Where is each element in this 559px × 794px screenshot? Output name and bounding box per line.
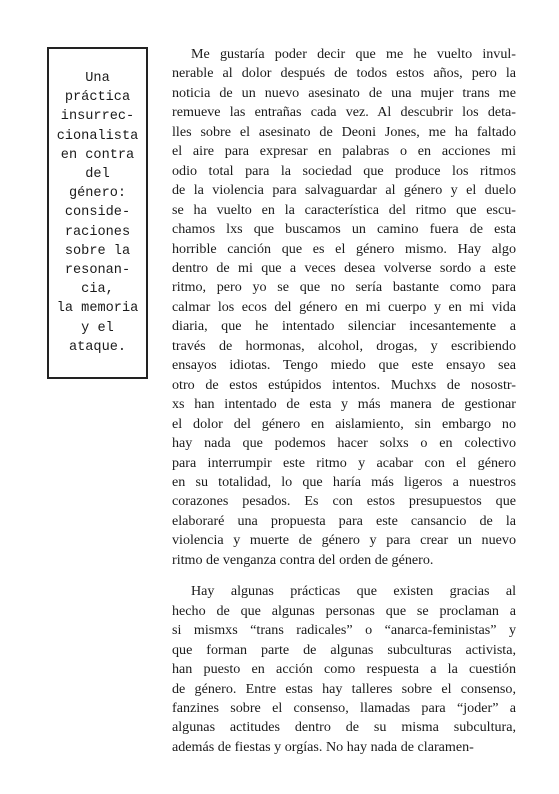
title-line: cionalista (56, 128, 139, 144)
title-line: del (85, 167, 110, 183)
text-line: para interrumpir este ritmo y acabar con el género (172, 454, 516, 471)
title-line: en contra (60, 147, 135, 163)
text-line: diaria, que he intentado silenciar incesantemente a (172, 318, 516, 335)
text-line: corazones pesados. Es con estos presupuestos que (172, 493, 516, 510)
text-line: remueve las entrañas cada vez. Al descubrir los deta- (172, 104, 516, 121)
text-line: xs han intentado de esta y más manera de gestionar (172, 396, 516, 413)
title-line: práctica (64, 90, 131, 106)
text-line: Me gustaría poder decir que me he vuelto invul- (191, 46, 516, 62)
title-line: y el (81, 320, 114, 336)
title-line: resonan- (64, 263, 131, 279)
title-line: ataque. (68, 339, 127, 355)
text-line: chamos lxs que buscamos un camino fuera de esta (172, 221, 516, 238)
text-line: lles sobre el asesinato de Deoni Jones, me ha faltado (172, 123, 516, 140)
title-line: Una (85, 71, 110, 86)
text-line: fanzines sobre el consenso, llamadas para “joder” a (172, 699, 516, 716)
text-line: ensayos idiotas. Tengo miedo que este ensayo sea (172, 357, 516, 374)
title-line: sobre la (64, 243, 131, 259)
text-line: través de hormonas, alcohol, drogas, y escribiendo (172, 337, 516, 354)
title-box (47, 47, 148, 379)
text-line: ritmo de venganza contra del orden de género. (172, 551, 434, 568)
text-line: el dolor del género en aislamiento, sin embargo no (172, 415, 516, 432)
text-line: Hay algunas prácticas que existen gracias al (191, 583, 516, 600)
text-line: que forman parte de algunas subculturas activista, (172, 641, 516, 658)
text-line: de género. Entre estas hay talleres sobre el consenso, (172, 680, 516, 697)
text-line: noticia de un nuevo asesinato de una mujer trans me (172, 84, 516, 101)
text-line: si mismxs “trans radicales” o “anarca-feministas” y (172, 622, 516, 639)
title-line: cia, (81, 282, 114, 298)
text-line: hecho de que algunas personas que se proclaman a (172, 602, 516, 619)
text-line: han puesto en acción como respuesta a la cuestión (172, 661, 516, 678)
text-line: violencia y muerte de género y para crear un nuevo (172, 532, 516, 549)
paragraph (172, 582, 516, 757)
text-line: otro de estos estúpidos intentos. Muchxs de nosostr- (172, 376, 516, 393)
text-line: horrible canción que es el género mismo. Hay algo (172, 240, 516, 257)
text-line: calmar los ecos del género en mi cuerpo y en mi vida (172, 298, 516, 315)
text-line: se ha vuelto en la característica del ritmo que escu- (172, 201, 516, 218)
text-line: algunas actitudes dentro de su misma subcultura, (172, 719, 516, 736)
text-line: ritmo, pero yo se que no sería bastante como para (172, 279, 516, 296)
text-line: elaboraré una propuesta para este cansancio de la (172, 512, 516, 529)
body-text (172, 45, 516, 757)
paragraph (172, 45, 516, 570)
text-line: además de fiestas y orgías. No hay nada de claramen- (172, 738, 474, 755)
title-line: conside- (64, 205, 131, 221)
text-line: en su totalidad, lo que haría más ligeros a nuestros (172, 473, 516, 490)
text-line: hay nada que podemos hacer solxs o en colectivo (172, 435, 516, 452)
text-line: odio total para la sociedad que produce los ritmos (172, 162, 516, 179)
title-line: raciones (64, 224, 131, 240)
title-line: género: (68, 186, 127, 202)
text-line: el aire para expresar en palabras o en acciones mi (172, 143, 516, 160)
title-line: la memoria (56, 301, 139, 317)
text-line: de la violencia para salvaguardar al género y el duelo (172, 182, 516, 199)
text-line: nerable al dolor después de todos estos años, pero la (172, 65, 516, 82)
title-line: insurrec- (60, 109, 135, 125)
text-line: dentro de mi que a veces desea volverse sordo a este (172, 259, 516, 276)
